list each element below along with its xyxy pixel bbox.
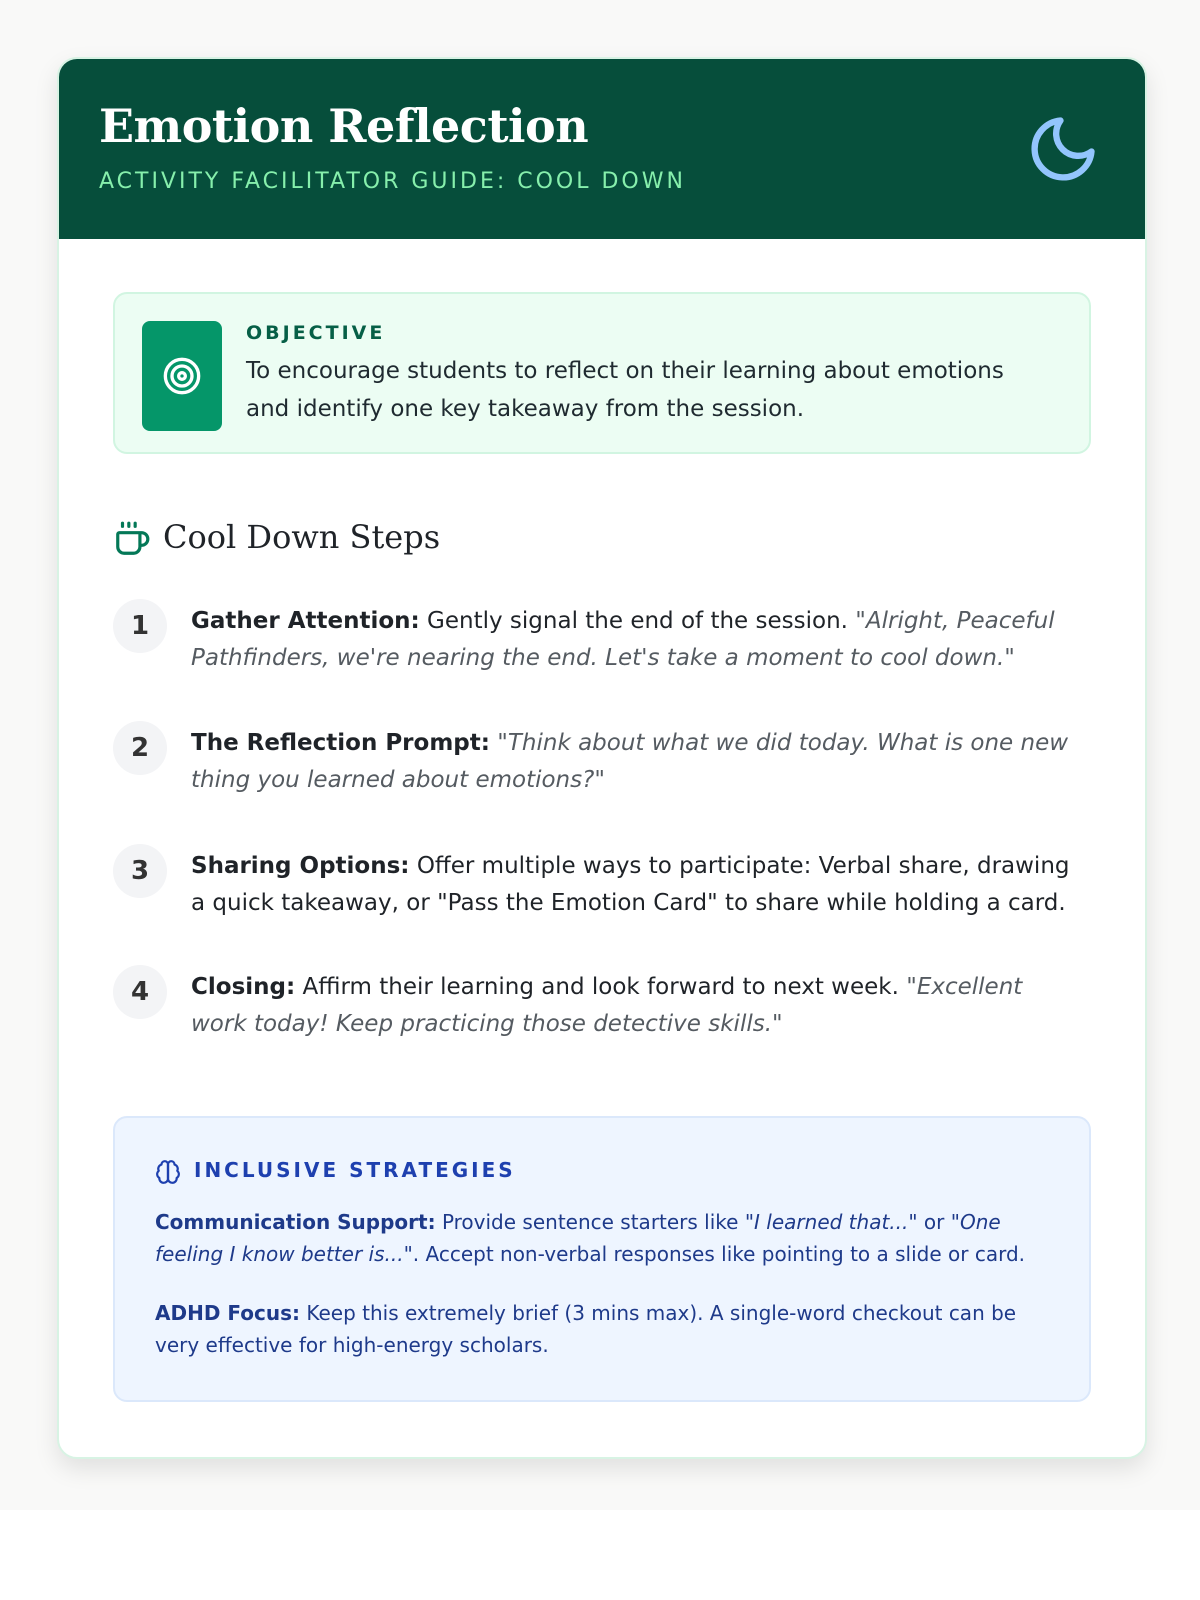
objective-box [113,292,1091,454]
objective-icon-tile [142,321,222,431]
step-quote: "Alright, Peaceful Pathfinders, we're nearing the end. Let's take a moment to cool down." [191,608,1055,671]
target-icon [162,356,202,396]
guide-card [57,57,1147,1459]
step-number: 3 [113,844,167,898]
step-number: 1 [113,599,167,653]
communication-text: Provide sentence starters like [441,1210,739,1234]
step-text [191,725,1081,799]
step-number: 4 [113,965,167,1019]
step-quote: "Excellent work today! Keep practicing those detective skills." [191,974,1023,1037]
adhd-focus-text [155,1297,1035,1361]
step-description: Offer multiple ways to participate: Verbal share, drawing a quick takeaway, or "Pass the Emotion Card" to share while holding a card. [191,853,1070,916]
steps-title: Cool Down Steps [163,518,441,556]
steps-heading [113,514,713,564]
step-label: Gather Attention: [191,608,420,634]
step-quote: "Think about what we did today. What is one new thing you learned about emotions?" [191,730,1069,793]
step-text [191,969,1081,1043]
page-subtitle: ACTIVITY FACILITATOR GUIDE: COOL DOWN [99,169,686,194]
inclusive-label: INCLUSIVE STRATEGIES [194,1158,516,1182]
step-description: Affirm their learning and look forward to next week. [302,974,899,1000]
objective-text: To encourage students to reflect on their learning about emotions and identify one key takeaway from the session. [246,358,1004,422]
inclusive-heading [155,1158,755,1188]
coffee-cup-icon [113,520,151,558]
step-number: 2 [113,721,167,775]
brain-icon [155,1159,181,1185]
step-label: The Reflection Prompt: [191,730,490,756]
communication-connector: or [923,1210,945,1234]
sentence-starter: "One feeling I know better is..." [155,1210,1001,1266]
step-text [191,603,1081,677]
moon-icon [1025,111,1101,187]
inclusive-strategies-box [113,1116,1091,1402]
communication-text-after: . Accept non-verbal responses like pointing to a slide or card. [412,1242,1025,1266]
sentence-starter: "I learned that..." [744,1210,918,1234]
communication-label: Communication Support: [155,1210,436,1234]
objective-label: OBJECTIVE [246,322,386,344]
step-text [191,848,1081,922]
adhd-label: ADHD Focus: [155,1301,300,1325]
communication-support-text [155,1206,1035,1270]
step-label: Sharing Options: [191,853,410,879]
adhd-text: Keep this extremely brief (3 mins max). A single-word checkout can be very effective for high-energy scholars. [155,1301,1017,1357]
card-header [59,59,1145,239]
step-description: Gently signal the end of the session. [427,608,848,634]
step-label: Closing: [191,974,296,1000]
page-title: Emotion Reflection [99,99,589,153]
